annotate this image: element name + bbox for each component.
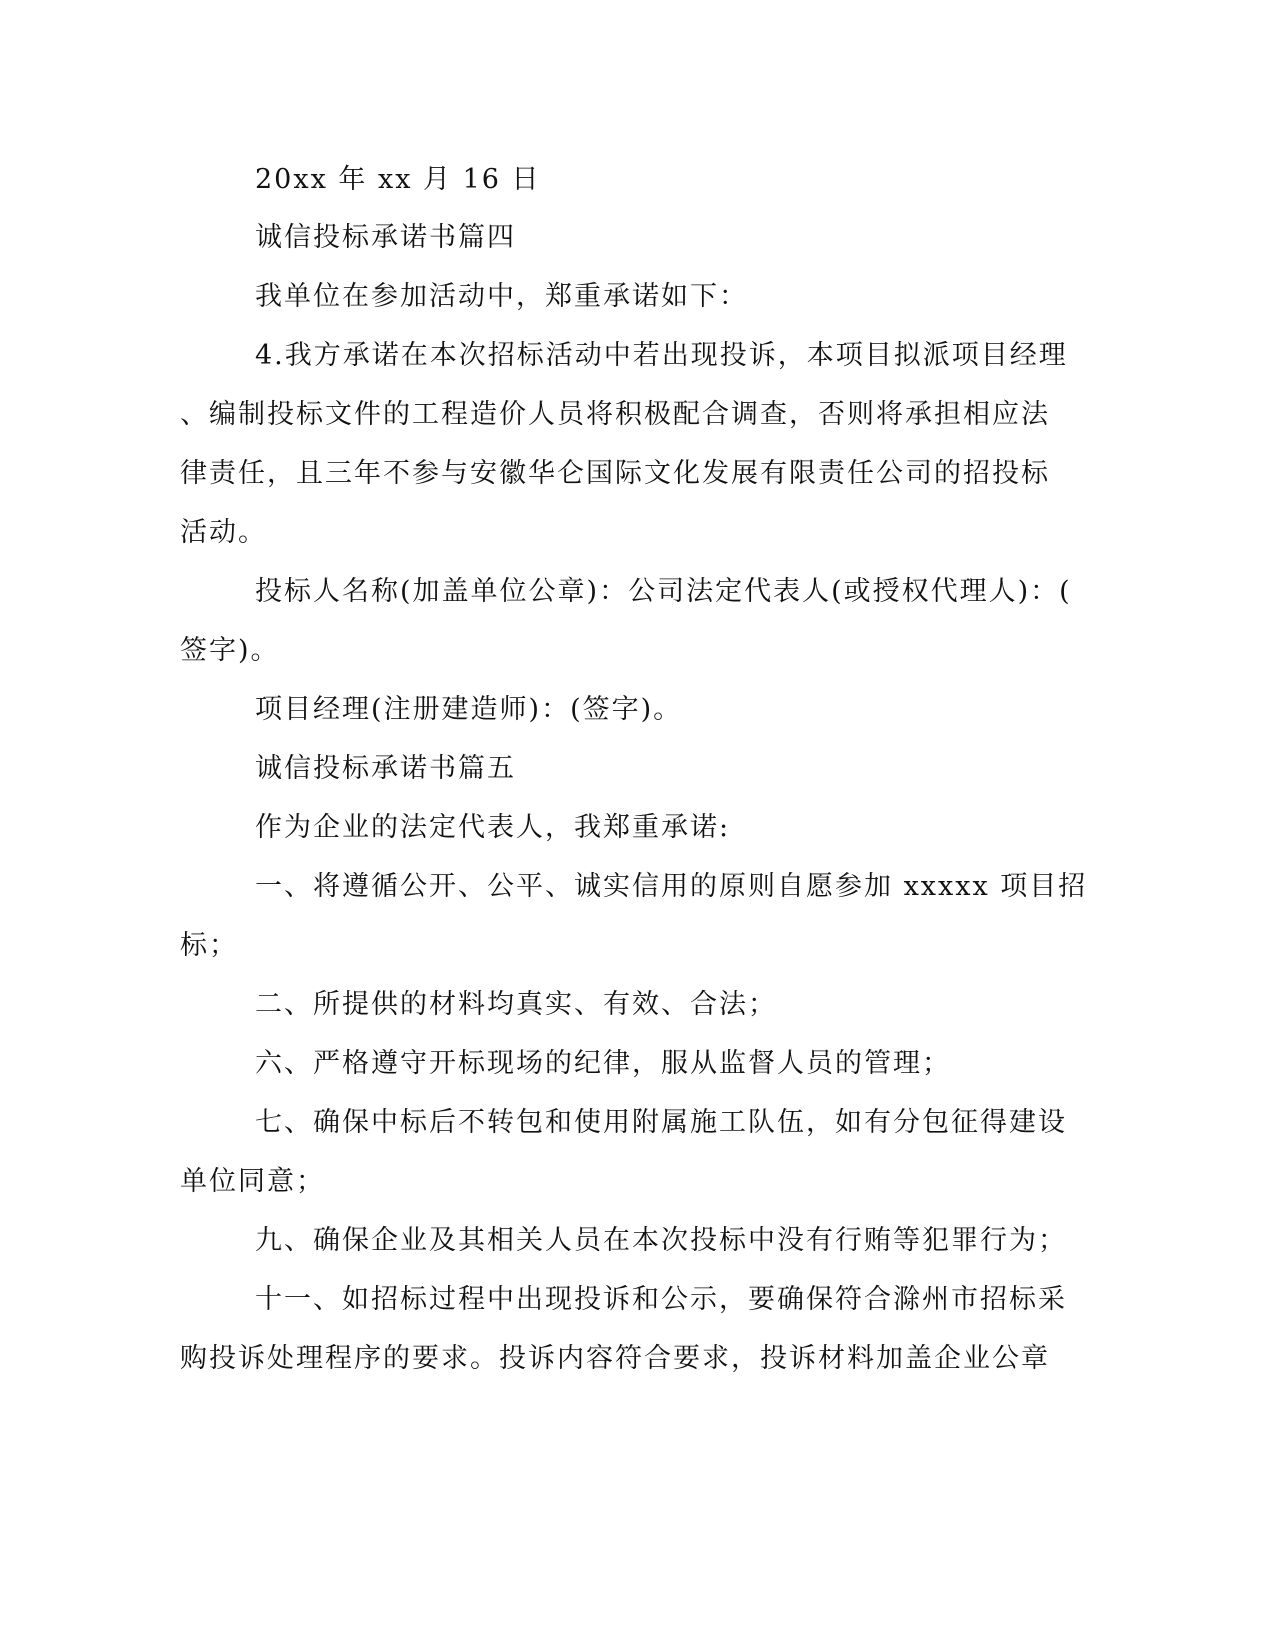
- item-4-line-2: 、编制投标文件的工程造价人员将积极配合调查，否则将承担相应法: [180, 399, 1050, 430]
- pledge-item-6: 六、严格遵守开标现场的纪律，服从监督人员的管理；: [255, 1048, 951, 1079]
- pledge-item-1-line-1: 一、将遵循公开、公平、诚实信用的原则自愿参加 xxxxx 项目招: [255, 871, 1088, 902]
- date-line: 20xx 年 xx 月 16 日: [255, 164, 541, 195]
- pledge-item-11-line-1: 十一、如招标过程中出现投诉和公示，要确保符合滁州市招标采: [255, 1284, 1067, 1315]
- pledge-item-7-line-1: 七、确保中标后不转包和使用附属施工队伍，如有分包征得建设: [255, 1107, 1067, 1138]
- pledge-item-9: 九、确保企业及其相关人员在本次投标中没有行贿等犯罪行为；: [255, 1225, 1067, 1256]
- item-4-line-1: 4.我方承诺在本次招标活动中若出现投诉，本项目拟派项目经理: [255, 340, 1068, 371]
- intro-pledge-five: 作为企业的法定代表人，我郑重承诺:: [255, 812, 731, 843]
- project-manager-signature: 项目经理(注册建造师)：(签字)。: [255, 694, 683, 725]
- heading-pledge-four: 诚信投标承诺书篇四: [255, 222, 516, 253]
- pledge-item-7-line-2: 单位同意；: [180, 1166, 325, 1197]
- pledge-item-1-line-2: 标；: [180, 930, 238, 961]
- intro-pledge-four: 我单位在参加活动中，郑重承诺如下：: [255, 281, 748, 312]
- heading-pledge-five: 诚信投标承诺书篇五: [255, 753, 516, 784]
- item-4-line-3: 律责任，且三年不参与安徽华仑国际文化发展有限责任公司的招投标: [180, 458, 1050, 489]
- item-4-line-4: 活动。: [180, 517, 267, 548]
- bidder-signature-line-1: 投标人名称(加盖单位公章)：公司法定代表人(或授权代理人)：(: [255, 576, 1072, 607]
- pledge-item-2: 二、所提供的材料均真实、有效、合法；: [255, 989, 777, 1020]
- pledge-item-11-line-2: 购投诉处理程序的要求。投诉内容符合要求，投诉材料加盖企业公章: [180, 1343, 1050, 1374]
- bidder-signature-line-2: 签字)。: [180, 635, 280, 666]
